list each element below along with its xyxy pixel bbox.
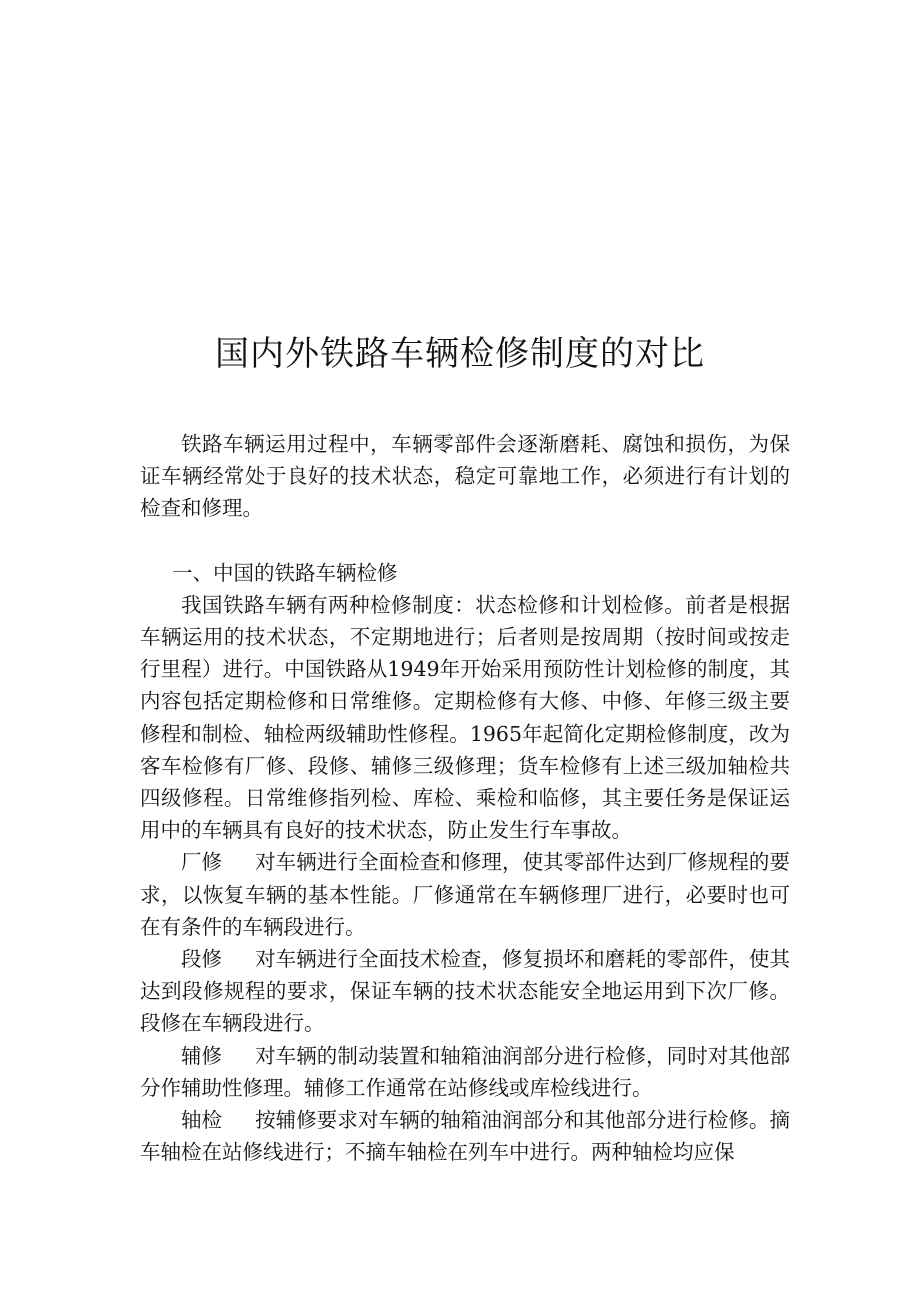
repair-item-paragraph [140, 846, 790, 943]
repair-term: 辅修 [181, 1043, 222, 1068]
repair-item-paragraph [140, 1040, 790, 1104]
overview-paragraph: 我国铁路车辆有两种检修制度：状态检修和计划检修。前者是根据车辆运用的技术状态，不定期地进行；后者则是按周期（按时间或按走行里程）进行。中国铁路从1949年开始采用预防性计划检修的制度，其内容包括定期检修和日常维修。定期检修有大修、中修、年修三级主要修程和制检、轴检两级辅助性修程。1965年起简化定期检修制度，改为客车检修有厂修、段修、辅修三级修理；货车检修有上述三级加轴检共四级修程。日常维修指列检、库检、乘检和临修，其主要任务是保证运用中的车辆具有良好的技术状态，防止发生行车事故。 [140, 592, 790, 843]
repair-description: 对车辆的制动装置和轴箱油润部分进行检修，同时对其他部分作辅助性修理。辅修工作通常在站修线或库检线进行。 [140, 1043, 790, 1100]
repair-term: 厂修 [181, 850, 222, 875]
repair-description: 对车辆进行全面技术检查，修复损坏和磨耗的零部件，使其达到段修规程的要求，保证车辆的技术状态能安全地运用到下次厂修。段修在车辆段进行。 [140, 947, 790, 1036]
document-title: 国内外铁路车辆检修制度的对比 [215, 334, 705, 374]
intro-paragraph: 铁路车辆运用过程中，车辆零部件会逐渐磨耗、腐蚀和损伤，为保证车辆经常处于良好的技术状态，稳定可靠地工作，必须进行有计划的检查和修理。 [140, 432, 790, 521]
repair-item-paragraph [140, 943, 790, 1040]
repair-term: 段修 [181, 947, 222, 972]
repair-term: 轴检 [181, 1108, 222, 1133]
repair-description: 对车辆进行全面检查和修理，使其零部件达到厂修规程的要求，以恢复车辆的基本性能。厂修通常在车辆修理厂进行，必要时也可在有条件的车辆段进行。 [140, 850, 790, 939]
repair-item-paragraph [140, 1104, 790, 1168]
repair-description: 按辅修要求对车辆的轴箱油润部分和其他部分进行检修。摘车轴检在站修线进行；不摘车轴检在列车中进行。两种轴检均应保 [140, 1108, 790, 1165]
section-heading: 一、中国的铁路车辆检修 [172, 560, 398, 585]
document-body [140, 428, 790, 1168]
